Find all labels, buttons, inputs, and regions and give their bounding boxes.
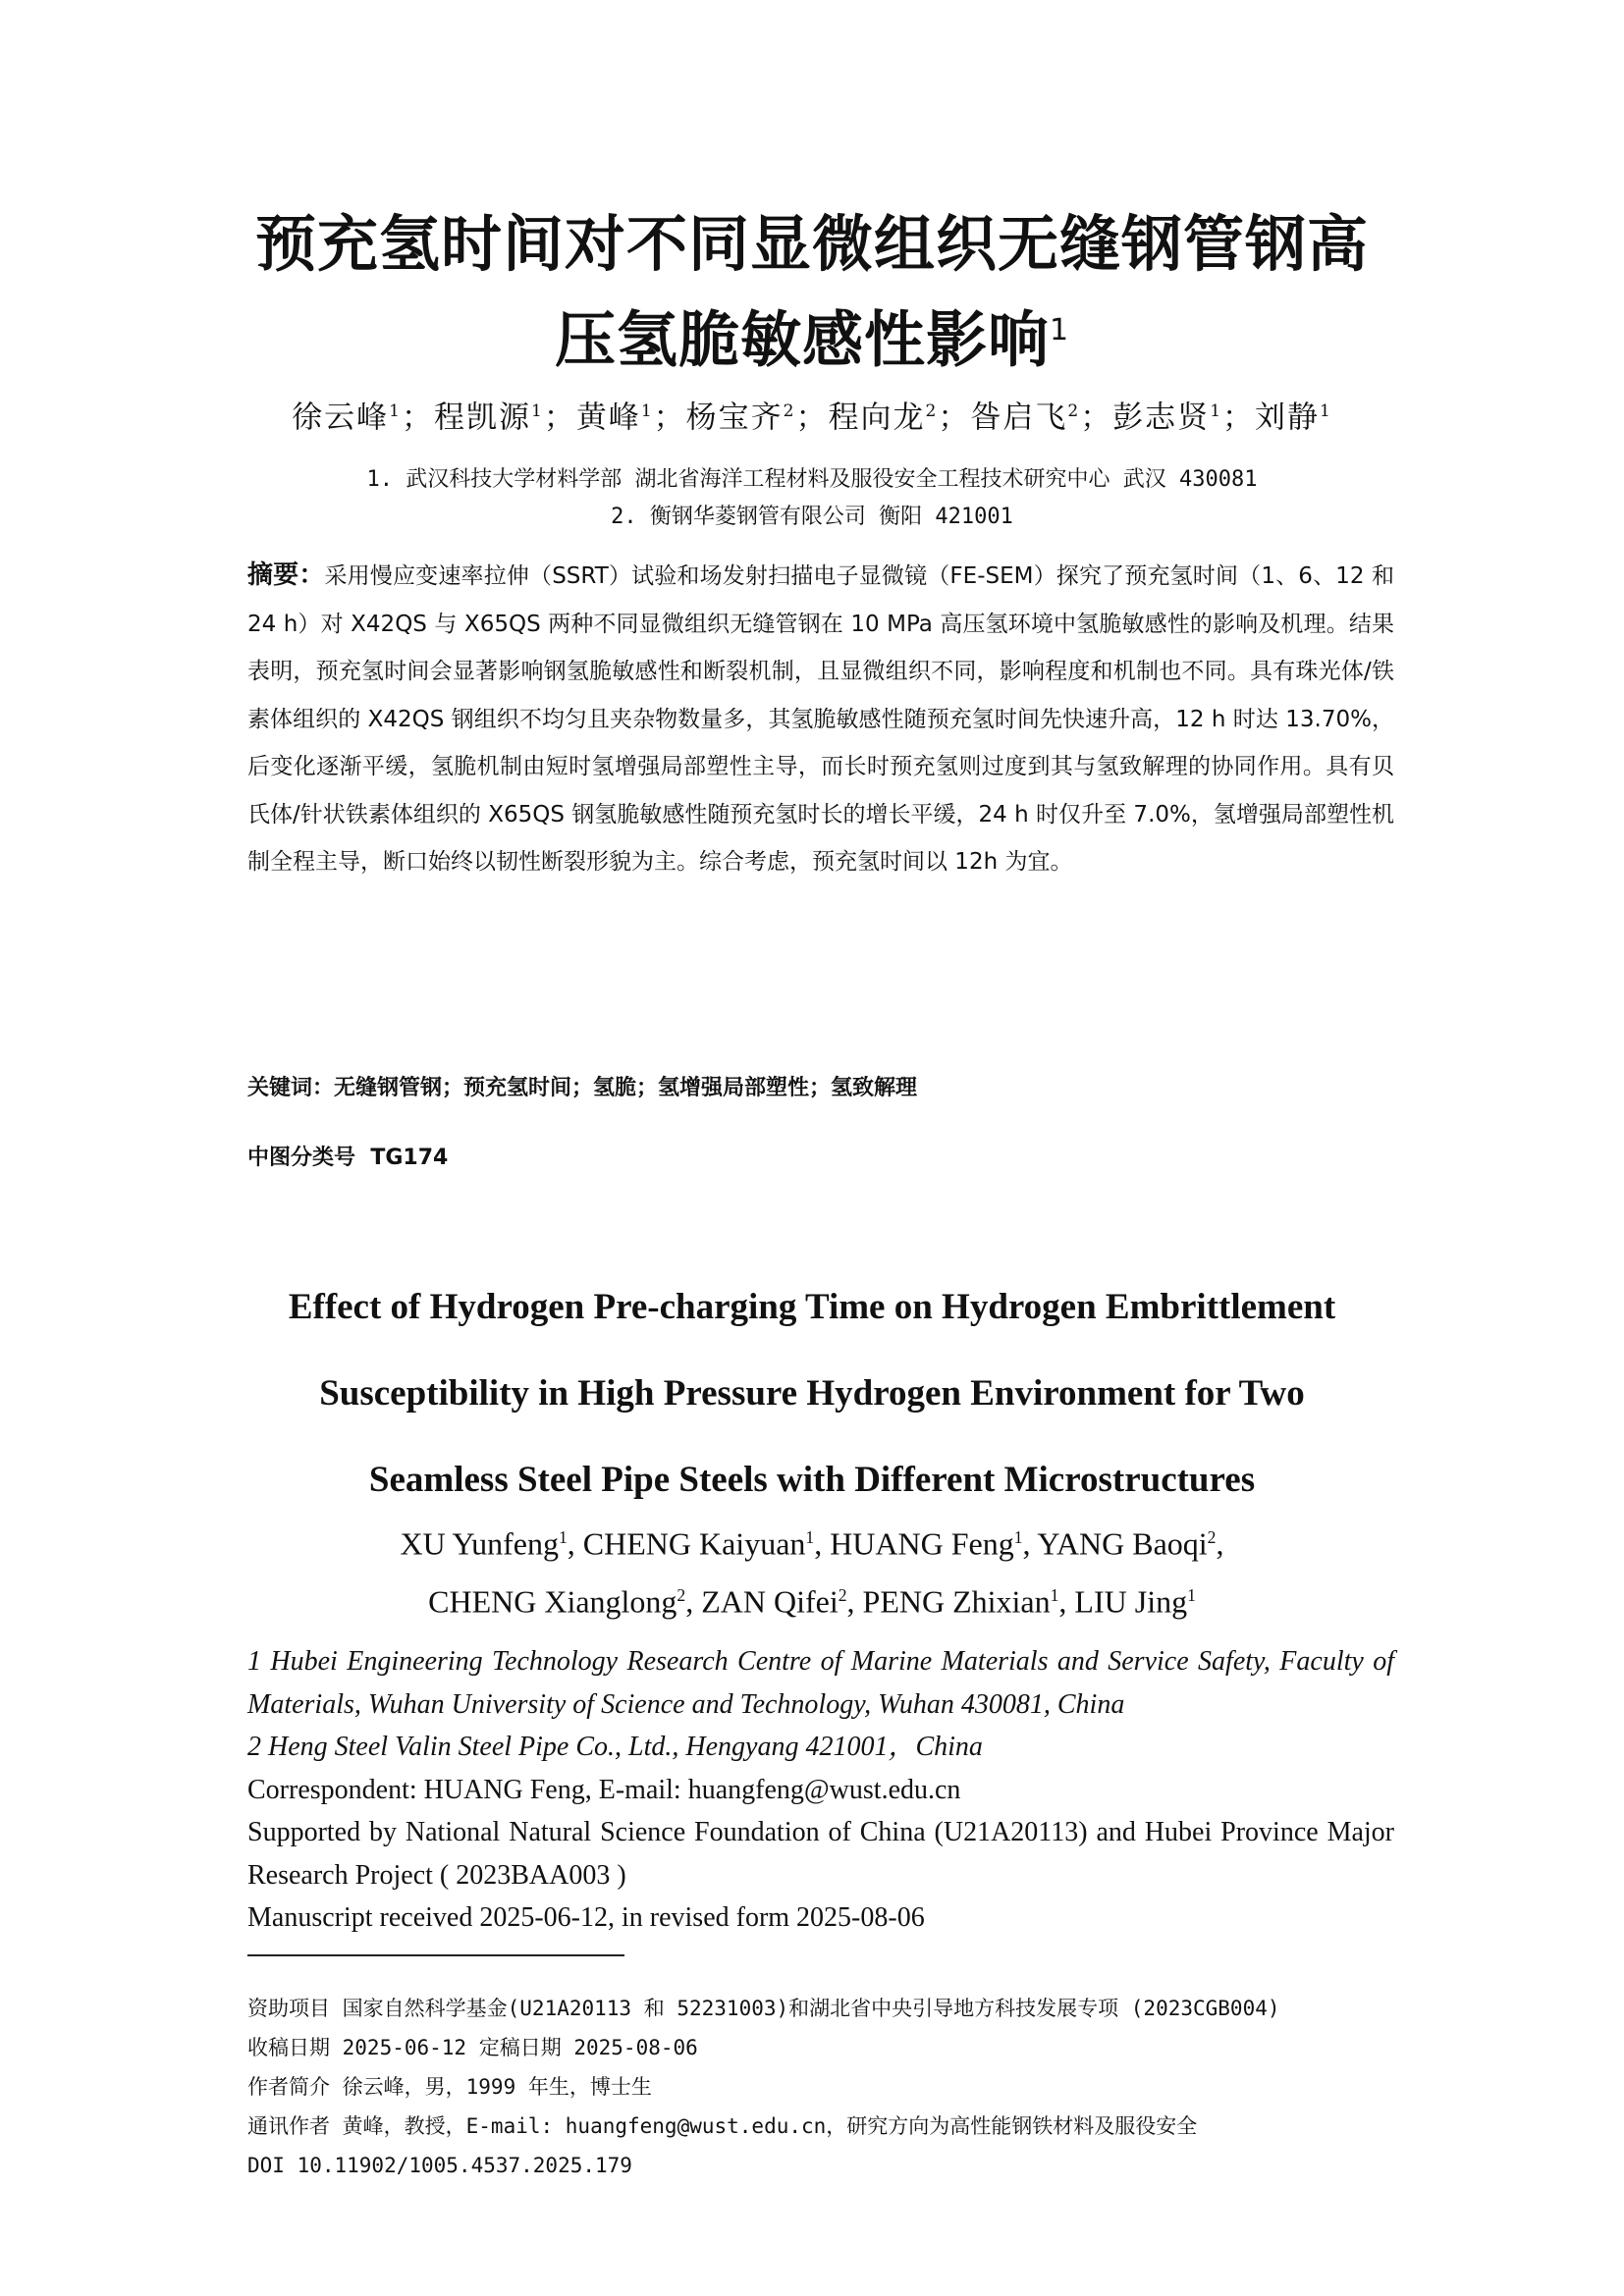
author-name: ZAN Qifei bbox=[701, 1583, 839, 1620]
author-affiliation-mark: 2 bbox=[783, 401, 796, 421]
author-name: XU Yunfeng bbox=[400, 1525, 559, 1562]
author-affiliation-mark: 1 bbox=[389, 401, 402, 421]
author-affiliation-mark: 1 bbox=[1320, 401, 1332, 421]
author-separator: ； bbox=[543, 400, 576, 436]
author-affiliation-mark: 1 bbox=[805, 1527, 815, 1547]
footnote-divider bbox=[247, 1954, 624, 1956]
english-title bbox=[216, 1264, 1408, 1523]
author-separator: ； bbox=[653, 400, 686, 436]
author-name: 昝启飞 bbox=[970, 400, 1068, 436]
author-name: CHENG Kaiyuan bbox=[582, 1525, 806, 1562]
author-affiliation-mark: 1 bbox=[1187, 1584, 1196, 1605]
chinese-title bbox=[196, 201, 1428, 384]
author-separator: , bbox=[567, 1525, 583, 1562]
author-separator: ； bbox=[401, 400, 434, 436]
author-affiliation-mark: 2 bbox=[1067, 401, 1081, 421]
author-separator: ； bbox=[1080, 400, 1113, 436]
chinese-title-line-2 bbox=[196, 288, 1428, 384]
footnote-dates: 收稿日期 2025-06-12 定稿日期 2025-08-06 bbox=[247, 2036, 698, 2059]
funding-line-en: Supported by National Natural Science Foundation of China (U21A20113) and Hubei Province Major Research Project ( 2023BAA003 ) bbox=[247, 1817, 1394, 1891]
footnotes bbox=[247, 1989, 1426, 2185]
author-name: 杨宝齐 bbox=[685, 400, 784, 436]
author-name: 刘静 bbox=[1255, 400, 1321, 436]
clc-label: 中图分类号 bbox=[247, 1146, 356, 1170]
author-affiliation-mark: 2 bbox=[1207, 1527, 1217, 1547]
footnote-funding: 资助项目 国家自然科学基金(U21A20113 和 52231003)和湖北省中央引导地方科技发展专项 (2023CGB004) bbox=[247, 1997, 1280, 2020]
author-affiliation-mark: 1 bbox=[1050, 1584, 1059, 1605]
author-separator: , bbox=[814, 1525, 831, 1562]
author-name: 黄峰 bbox=[575, 400, 641, 436]
keywords-label: 关键词： bbox=[247, 1076, 335, 1100]
author-separator: ； bbox=[795, 400, 829, 436]
author-name: 程向龙 bbox=[828, 400, 926, 436]
author-name: YANG Baoqi bbox=[1037, 1525, 1208, 1562]
author-affiliation-mark: 1 bbox=[1013, 1527, 1023, 1547]
chinese-abstract bbox=[247, 552, 1394, 886]
chinese-affiliations bbox=[196, 461, 1428, 536]
author-affiliation-mark: 1 bbox=[1210, 401, 1223, 421]
footnote-author-bio: 作者简介 徐云峰，男，1999 年生，博士生 bbox=[247, 2075, 652, 2099]
clc-code: TG174 bbox=[370, 1146, 449, 1170]
keywords bbox=[247, 1071, 1394, 1106]
author-affiliation-mark: 2 bbox=[677, 1584, 686, 1605]
footnote-doi: DOI 10.11902/1005.4537.2025.179 bbox=[247, 2154, 632, 2177]
chinese-title-line-2-text: 压氢脆敏感性影响 bbox=[554, 303, 1050, 376]
author-separator: , bbox=[1022, 1525, 1038, 1562]
chinese-title-line-1: 预充氢时间对不同显微组织无缝钢管钢高 bbox=[254, 208, 1369, 280]
author-affiliation-mark: 1 bbox=[558, 1527, 568, 1547]
author-name: 程凯源 bbox=[433, 400, 531, 436]
author-name: PENG Zhixian bbox=[862, 1583, 1051, 1620]
english-title-line-2: Susceptibility in High Pressure Hydrogen Environment for Two bbox=[319, 1373, 1305, 1414]
classification-number bbox=[247, 1141, 1394, 1176]
correspondent-line: Correspondent: HUANG Feng, E-mail: huangfeng@wust.edu.cn bbox=[247, 1774, 961, 1805]
author-affiliation-mark: 2 bbox=[838, 1584, 847, 1605]
chinese-author-list bbox=[196, 388, 1428, 441]
footnote-corresponding-author: 通讯作者 黄峰，教授，E-mail: huangfeng@wust.edu.cn，研究方向为高性能钢铁材料及服役安全 bbox=[247, 2114, 1198, 2138]
author-name: 彭志贤 bbox=[1112, 400, 1211, 436]
chinese-affiliation-1: 1. 武汉科技大学材料学部 湖北省海洋工程材料及服役安全工程技术研究中心 武汉 430081 bbox=[366, 467, 1258, 492]
author-separator: ； bbox=[938, 400, 971, 436]
english-author-line-1 bbox=[216, 1512, 1408, 1570]
author-separator: , bbox=[846, 1583, 863, 1620]
english-title-line-1: Effect of Hydrogen Pre-charging Time on Hydrogen Embrittlement bbox=[288, 1287, 1336, 1327]
english-title-line-3: Seamless Steel Pipe Steels with Different Microstructures bbox=[368, 1460, 1256, 1500]
english-affiliations-info bbox=[247, 1640, 1394, 1940]
author-affiliation-mark: 1 bbox=[640, 401, 654, 421]
manuscript-dates: Manuscript received 2025-06-12, in revised form 2025-08-06 bbox=[247, 1902, 925, 1933]
chinese-affiliation-2: 2. 衡钢华菱钢管有限公司 衡阳 421001 bbox=[611, 505, 1013, 529]
english-affiliation-1: 1 Hubei Engineering Technology Research Centre of Marine Materials and Service Safety, Faculty of Materials, Wuhan University of Science and Technology, Wuhan 430081, China bbox=[247, 1646, 1394, 1720]
author-affiliation-mark: 2 bbox=[925, 401, 939, 421]
english-author-line-2 bbox=[216, 1570, 1408, 1628]
author-name: 徐云峰 bbox=[292, 400, 390, 436]
english-affiliation-2: 2 Heng Steel Valin Steel Pipe Co., Ltd., Hengyang 421001，China bbox=[247, 1732, 983, 1762]
author-name: LIU Jing bbox=[1074, 1583, 1188, 1620]
author-name: CHENG Xianglong bbox=[428, 1583, 677, 1620]
title-footnote-mark: 1 bbox=[1049, 313, 1070, 347]
author-separator: , bbox=[685, 1583, 702, 1620]
keywords-text: 无缝钢管钢；预充氢时间；氢脆；氢增强局部塑性；氢致解理 bbox=[334, 1076, 918, 1100]
author-name: HUANG Feng bbox=[830, 1525, 1014, 1562]
author-separator: , bbox=[1058, 1583, 1075, 1620]
author-affiliation-mark: 1 bbox=[530, 401, 544, 421]
abstract-label: 摘要： bbox=[247, 561, 325, 590]
english-author-list bbox=[216, 1512, 1408, 1627]
author-separator: , bbox=[1216, 1525, 1224, 1562]
abstract-text: 采用慢应变速率拉伸（SSRT）试验和场发射扫描电子显微镜（FE-SEM）探究了预充氢时间（1、6、12 和 24 h）对 X42QS 与 X65QS 两种不同显微组织无缝管钢在 10 MPa 高压氢环境中氢脆敏感性的影响及机理。结果表明，预充氢时间会显著影响钢氢脆敏感性和断裂机制，且显微组织不同，影响程度和机制也不同。具有珠光体/铁素体组织的 X42QS 钢组织不均匀且夹杂物数量多，其氢脆敏感性随预充氢时间先快速升高，12 h 时达 13.70%，后变化逐渐平缓，氢脆机制由短时氢增强局部塑性主导，而长时预充氢则过度到其与氢致解理的协同作用。具有贝氏体/针状铁素体组织的 X65QS 钢氢脆敏感性随预充氢时长的增长平缓，24 h 时仅升至 7.0%，氢增强局部塑性机制全程主导，断口始终以韧性断裂形貌为主。综合考虑，预充氢时间以 12h 为宜。 bbox=[247, 563, 1394, 875]
author-separator: ； bbox=[1222, 400, 1256, 436]
